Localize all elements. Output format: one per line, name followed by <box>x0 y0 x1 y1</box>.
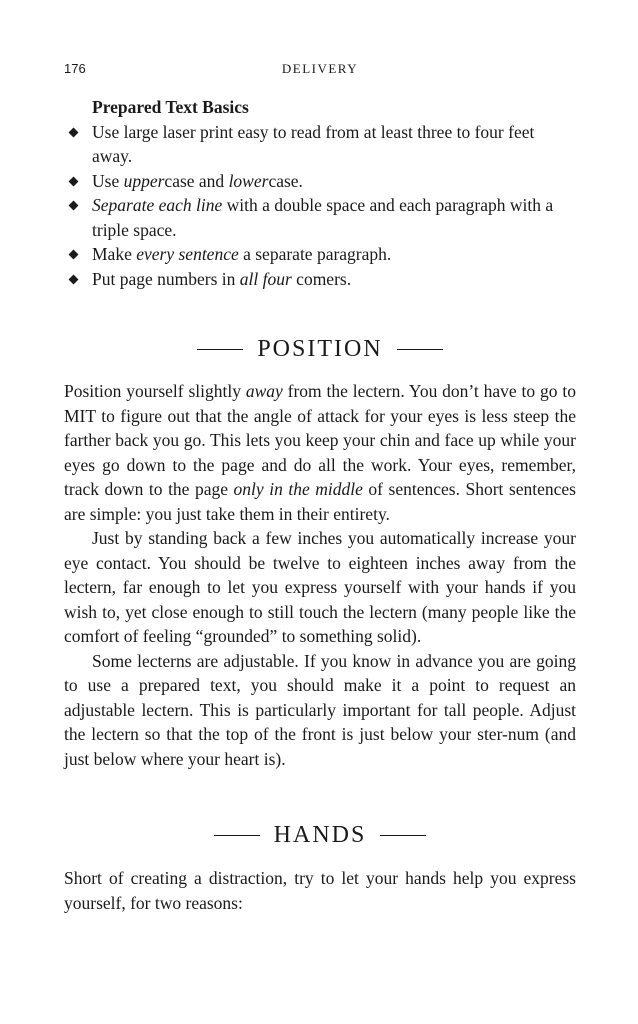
text-run: Just by standing back a few inches you automatically increase your eye contact. You should be twelve to eighteen inches away from the lectern, far enough to let you express yourself with your hands if you wish to, yet close enough to still touch the lectern (many people like the comfort of feeling “grounded” to something solid). <box>64 528 576 646</box>
bullet-item <box>64 169 576 194</box>
italic-run: lower <box>228 170 269 191</box>
heading-rule-left <box>214 835 260 836</box>
text-run: case. <box>268 170 303 191</box>
bullet-item <box>64 120 576 169</box>
italic-run: only in the middle <box>233 479 363 499</box>
page-body <box>64 95 576 915</box>
section-heading-position <box>64 335 576 363</box>
paragraph <box>64 866 576 915</box>
diamond-bullet-icon <box>69 250 79 260</box>
diamond-bullet-icon <box>69 274 79 284</box>
diamond-bullet-icon <box>69 201 79 211</box>
text-run: Use <box>92 170 124 191</box>
bullet-list <box>64 120 576 292</box>
italic-run: away <box>245 381 283 401</box>
bullet-item <box>64 267 576 292</box>
italic-run: all four <box>239 268 292 289</box>
paragraph <box>64 649 576 772</box>
heading-rule-right <box>397 349 443 350</box>
text-run: Make <box>92 244 137 264</box>
section-heading-hands <box>64 821 576 849</box>
text-run: Short of creating a distraction, try to let your hands help you express yourself, for two reasons: <box>64 868 576 913</box>
text-run: Use large laser print easy to read from at least three to four feet away. <box>92 121 535 166</box>
text-run: with a double space and each paragraph with a triple space. <box>92 195 554 240</box>
text-run: comers. <box>291 268 352 289</box>
section-title: POSITION <box>257 336 383 362</box>
paragraph <box>64 526 576 649</box>
section-body-position <box>64 379 576 771</box>
section-title: HANDS <box>273 822 367 848</box>
italic-run: Separate each line <box>92 195 223 215</box>
box-title: Prepared Text Basics <box>92 97 249 117</box>
text-run: Position yourself slightly <box>64 381 246 401</box>
diamond-bullet-icon <box>69 176 79 186</box>
running-head: DELIVERY <box>281 61 359 76</box>
paragraph <box>64 379 576 526</box>
bullet-item <box>64 193 576 242</box>
heading-rule-left <box>197 349 243 350</box>
text-run: a separate paragraph. <box>238 244 392 264</box>
text-run: Put page numbers in <box>92 268 240 289</box>
text-run: Some lecterns are adjustable. If you know in advance you are going to use a prepared text, you should make it a point to request an adjustable lectern. This is particularly important for tall people. Adjust the lectern so that the top of the front is just below your ster-num (and just below where your heart is). <box>64 650 576 769</box>
bullet-item <box>64 242 576 267</box>
section-body-hands <box>64 866 576 915</box>
italic-run: upper <box>123 170 165 191</box>
heading-rule-right <box>380 835 426 836</box>
page-number: 176 <box>64 61 86 76</box>
text-run: from the lectern. You don’t have to go to MIT to figure out that the angle of attack for your eyes is less steep the farther back you go. This lets you keep your chin and face up while your eyes go down to the page and do all the work. Your eyes, remember, track down to the page <box>64 381 576 499</box>
text-run: of sentences. Short sentences are simple: you just take them in their entirety. <box>64 479 576 524</box>
text-run: case and <box>164 170 229 191</box>
diamond-bullet-icon <box>69 127 79 137</box>
italic-run: every sentence <box>136 244 239 264</box>
running-header <box>64 61 576 81</box>
